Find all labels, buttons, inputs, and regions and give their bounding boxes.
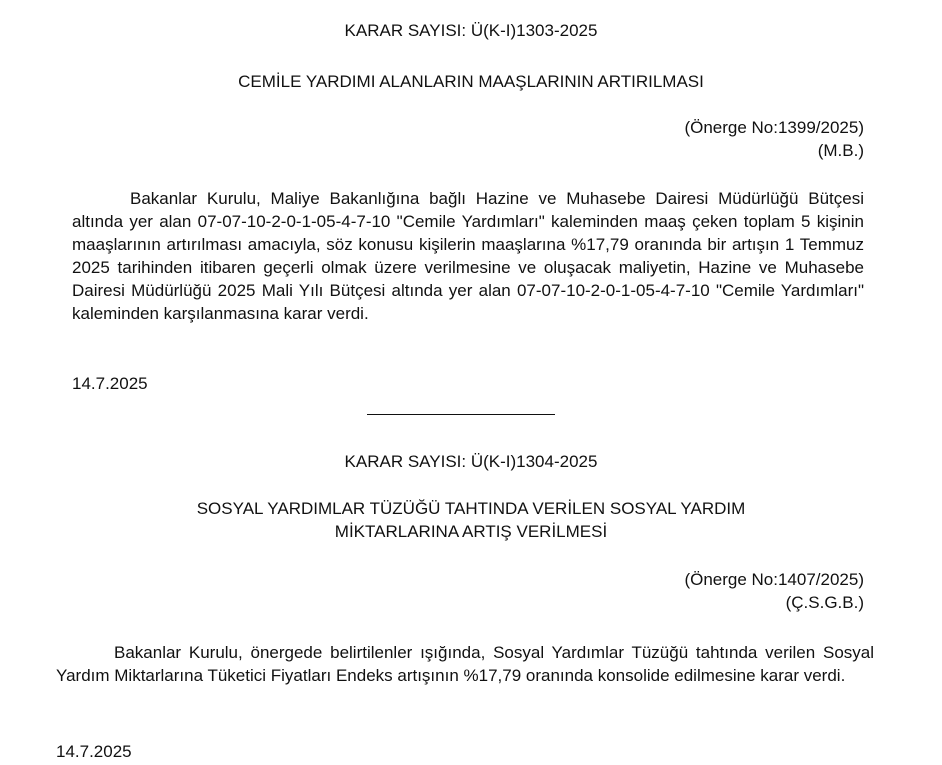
decision-1-date: 14.7.2025 <box>72 374 148 393</box>
decision-2-title-line-2: MİKTARLARINA ARTIŞ VERİLMESİ <box>334 522 608 541</box>
decision-2-reference <box>684 568 864 614</box>
decision-1-reference <box>684 116 864 162</box>
decision-2-proposal-number: (Önerge No:1407/2025) <box>684 570 864 589</box>
decision-2-title <box>0 497 942 543</box>
decision-1-number: KARAR SAYISI: Ü(K-I)1303-2025 <box>344 21 598 40</box>
decision-1-ministry: (M.B.) <box>817 141 864 160</box>
decision-2-date: 14.7.2025 <box>56 742 132 761</box>
section-separator <box>367 414 555 415</box>
decision-2-title-line-1: SOSYAL YARDIMLAR TÜZÜĞÜ TAHTINDA VERİLEN SOSYAL YARDIM <box>196 499 746 518</box>
decision-2-ministry: (Ç.S.G.B.) <box>785 593 864 612</box>
decision-1-body: Bakanlar Kurulu, Maliye Bakanlığına bağlı Hazine ve Muhasebe Dairesi Müdürlüğü Bütçesi altında yer alan 07-07-10-2-0-1-05-4-7-10 "Cemile Yardımları" kaleminden maaş çeken toplam 5 kişinin maaşlarının artırılması amacıyla, söz konusu kişilerin maaşlarına %17,79 oranında bir artışın 1 Temmuz 2025 tarihinden itibaren geçerli olmak üzere verilmesine ve oluşacak maliyetin, Hazine ve Muhasebe Dairesi Müdürlüğü 2025 Mali Yılı Bütçesi altında yer alan 07-07-10-2-0-1-05-4-7-10 "Cemile Yardımları" kaleminden karşılanmasına karar verdi. <box>72 189 864 323</box>
decision-1-title: CEMİLE YARDIMI ALANLARIN MAAŞLARININ ARTIRILMASI <box>238 72 704 91</box>
decision-2-body: Bakanlar Kurulu, önergede belirtilenler ışığında, Sosyal Yardımlar Tüzüğü tahtında verilen Sosyal Yardım Miktarlarına Tüketici Fiyatları Endeks artışının %17,79 oranında konsolide edilmesine karar verdi. <box>56 643 874 685</box>
decision-1-proposal-number: (Önerge No:1399/2025) <box>684 118 864 137</box>
decision-2-number: KARAR SAYISI: Ü(K-I)1304-2025 <box>344 452 598 471</box>
